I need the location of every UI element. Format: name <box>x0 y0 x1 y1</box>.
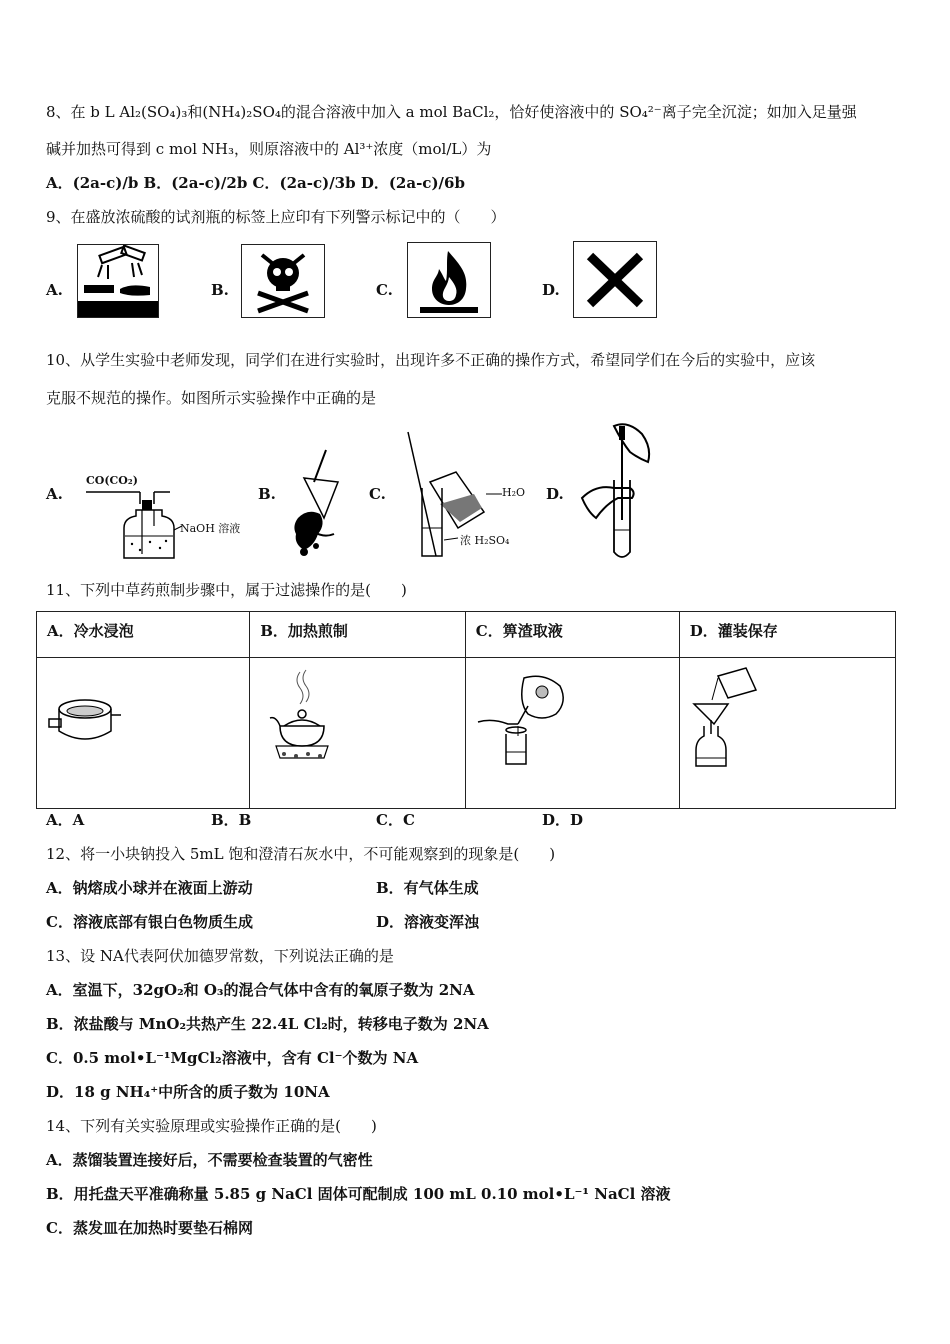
q8-line2: 碱并加热可得到 c mol NH₃，则原溶液中的 Al³⁺浓度（mol/L）为 <box>46 140 492 158</box>
q11-header-d: D．灌装保存 <box>679 612 895 658</box>
q11-header-a: A．冷水浸泡 <box>37 612 250 658</box>
harmful-cross-icon <box>573 241 657 318</box>
q11-option-b: B．B <box>211 811 252 829</box>
q11-cell-soaking <box>37 658 250 809</box>
q9-label-d: D. <box>542 281 560 299</box>
q10-line1: 10、从学生实验中老师发现，同学们在进行实验时，出现许多不正确的操作方式，希望同学们在今后的实验中，应该 <box>46 351 816 369</box>
q12-option-b: B．有气体生成 <box>376 879 479 897</box>
q10-label-c: C. <box>369 485 386 503</box>
q8-options: A．(2a-c)/b B．(2a-c)/2b C．(2a-c)/3b D．(2a-c)/6b <box>46 174 465 192</box>
q8-line1: 8、在 b L Al₂(SO₄)₃和(NH₄)₂SO₄的混合溶液中加入 a mol BaCl₂，恰好使溶液中的 SO₄²⁻离子完全沉淀；如加入足量强 <box>46 103 857 121</box>
q10-line2: 克服不规范的操作。如图所示实验操作中正确的是 <box>46 389 377 407</box>
hand-funnel-figure <box>284 448 350 562</box>
q14-option-a: A．蒸馏装置连接好后，不需要检查装置的气密性 <box>46 1151 373 1169</box>
q12-stem: 12、将一小块钠投入 5mL 饱和澄清石灰水中，不可能观察到的现象是( ) <box>46 845 556 863</box>
q10-label-d: D. <box>546 485 564 503</box>
q10-fig-c-acid-label: 浓 H₂SO₄ <box>460 534 510 547</box>
q11-table <box>36 611 896 809</box>
q11-header-c: C．箅渣取液 <box>465 612 679 658</box>
q12-option-a: A．钠熔成小球并在液面上游动 <box>46 879 253 897</box>
soaking-pot-icon <box>47 693 127 763</box>
q11-stem: 11、下列中草药煎制步骤中，属于过滤操作的是( ) <box>46 581 407 599</box>
q9-label-b: B. <box>211 281 229 299</box>
q11-option-a: A．A <box>46 811 85 829</box>
q10-fig-a-solution-label: NaOH 溶液 <box>180 522 241 535</box>
q11-cell-bottling <box>679 658 895 809</box>
q13-option-d: D．18 g NH₄⁺中所含的质子数为 10NA <box>46 1083 330 1101</box>
q10-fig-a-gas-label: CO(CO₂) <box>86 474 138 487</box>
q14-stem: 14、下列有关实验原理或实验操作正确的是( ) <box>46 1117 377 1135</box>
dropper-test-tube-figure <box>578 420 668 562</box>
toxic-skull-icon <box>241 244 325 318</box>
decocting-pot-icon <box>266 668 346 768</box>
q13-option-b: B．浓盐酸与 MnO₂共热产生 22.4L Cl₂时，转移电子数为 2NA <box>46 1015 489 1033</box>
gas-washing-bottle-figure <box>80 470 250 562</box>
q11-header-b: B．加热煎制 <box>250 612 466 658</box>
q11-option-d: D．D <box>542 811 584 829</box>
q13-option-a: A．室温下，32gO₂和 O₃的混合气体中含有的氧原子数为 2NA <box>46 981 475 999</box>
q11-option-c: C．C <box>376 811 415 829</box>
q9-stem: 9、在盛放浓硫酸的试剂瓶的标签上应印有下列警示标记中的（ ） <box>46 208 506 226</box>
q9-label-a: A. <box>46 281 63 299</box>
q12-option-d: D．溶液变浑浊 <box>376 913 480 931</box>
q11-cell-decocting <box>250 658 466 809</box>
q10-fig-c-water-label: H₂O <box>502 486 526 499</box>
q10-label-b: B. <box>258 485 276 503</box>
flammable-icon <box>407 242 491 318</box>
q11-cell-filtering <box>465 658 679 809</box>
q14-option-b: B．用托盘天平准确称量 5.85 g NaCl 固体可配制成 100 mL 0.10 mol•L⁻¹ NaCl 溶液 <box>46 1185 671 1203</box>
corrosive-icon <box>77 244 159 318</box>
filtering-pot-icon <box>474 664 574 774</box>
q13-stem: 13、设 NA代表阿伏加德罗常数，下列说法正确的是 <box>46 947 394 965</box>
q10-label-a: A. <box>46 485 63 503</box>
q12-option-c: C．溶液底部有银白色物质生成 <box>46 913 253 931</box>
dilution-beaker-figure <box>400 428 540 562</box>
q13-option-c: C．0.5 mol•L⁻¹MgCl₂溶液中，含有 Cl⁻个数为 NA <box>46 1049 419 1067</box>
q14-option-c: C．蒸发皿在加热时要垫石棉网 <box>46 1219 253 1237</box>
bottling-funnel-icon <box>688 664 778 774</box>
q9-label-c: C. <box>376 281 393 299</box>
